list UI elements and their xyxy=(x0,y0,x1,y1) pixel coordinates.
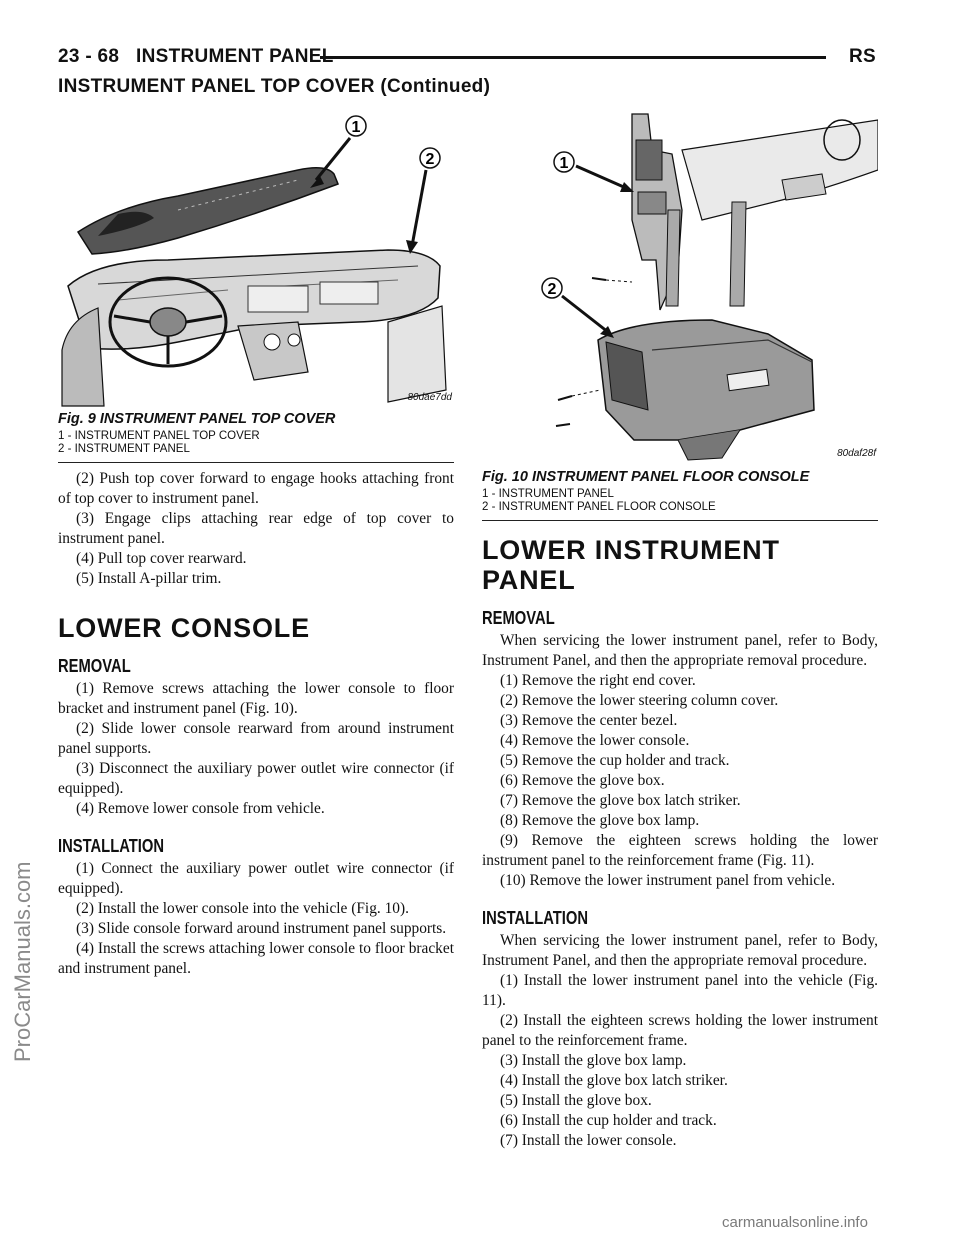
lower-panel-removal-step: (8) Remove the glove box lamp. xyxy=(500,812,700,829)
figure-9-legend-2: 2 - INSTRUMENT PANEL xyxy=(58,443,190,455)
lower-console-removal-step: (3) Disconnect the auxiliary power outlet wire connector (if equipped). xyxy=(58,760,454,797)
lower-panel-removal-step: (3) Remove the center bezel. xyxy=(500,712,678,729)
right-column xyxy=(482,110,878,1151)
continued-title: INSTRUMENT PANEL TOP COVER (Continued) xyxy=(58,76,491,97)
lower-panel-removal-intro: When servicing the lower instrument panel, refer to Body, Instrument Panel, and then the appropriate removal procedure. xyxy=(482,632,878,669)
top-cover-step: (4) Pull top cover rearward. xyxy=(76,550,247,567)
lower-panel-removal-heading: REMOVAL xyxy=(482,608,555,628)
left-column xyxy=(58,110,454,979)
top-cover-step: (2) Push top cover forward to engage hooks attaching front of top cover to instrument panel. xyxy=(58,470,454,507)
lower-panel-installation-step: (4) Install the glove box latch striker. xyxy=(500,1072,728,1089)
lower-console-installation-step: (3) Slide console forward around instrument panel supports. xyxy=(76,920,447,937)
lower-panel-installation-intro: When servicing the lower instrument panel, refer to Body, Instrument Panel, and then the appropriate removal procedure. xyxy=(482,932,878,969)
lower-panel-installation-step: (7) Install the lower console. xyxy=(500,1132,677,1149)
lower-console-installation-step: (2) Install the lower console into the vehicle (Fig. 10). xyxy=(76,900,409,917)
page-number: 23 - 68 xyxy=(58,46,120,67)
lower-panel-installation-heading: INSTALLATION xyxy=(482,908,589,928)
figure-10-title: Fig. 10 INSTRUMENT PANEL FLOOR CONSOLE xyxy=(482,469,810,485)
figure-10-illustration xyxy=(482,110,878,468)
figure-10-legend-2: 2 - INSTRUMENT PANEL FLOOR CONSOLE xyxy=(482,501,716,513)
figure-9-title: Fig. 9 INSTRUMENT PANEL TOP COVER xyxy=(58,411,336,427)
lower-panel-removal-step: (9) Remove the eighteen screws holding the lower instrument panel to the reinforcement frame (Fig. 11). xyxy=(482,832,878,869)
lower-panel-installation-step: (5) Install the glove box. xyxy=(500,1092,652,1109)
lower-panel-removal-step: (10) Remove the lower instrument panel from vehicle. xyxy=(500,872,836,889)
section-title: INSTRUMENT PANEL xyxy=(136,46,334,67)
page-header xyxy=(58,46,876,70)
lower-panel-installation-step: (6) Install the cup holder and track. xyxy=(500,1112,717,1129)
bottom-watermark: carmanualsonline.info xyxy=(722,1214,868,1231)
lower-console-removal-heading: REMOVAL xyxy=(58,656,131,676)
side-watermark: ProCarManuals.com xyxy=(10,861,35,1062)
lower-console-installation-step: (4) Install the screws attaching lower console to floor bracket and instrument panel. xyxy=(58,940,454,977)
lower-console-installation-step: (1) Connect the auxiliary power outlet wire connector (if equipped). xyxy=(58,860,454,897)
callout-2: 2 xyxy=(547,281,557,298)
figure-9-image-code: 80dae7dd xyxy=(407,392,452,403)
figure-10-legend-1: 1 - INSTRUMENT PANEL xyxy=(482,488,614,500)
lower-panel-removal-step: (4) Remove the lower console. xyxy=(500,732,690,749)
lower-panel-installation-step: (1) Install the lower instrument panel into the vehicle (Fig. 11). xyxy=(482,972,878,1009)
header-rule xyxy=(320,56,826,59)
page-number-and-section xyxy=(58,46,334,68)
lower-panel-installation-step: (3) Install the glove box lamp. xyxy=(500,1052,687,1069)
lower-console-removal-step: (4) Remove lower console from vehicle. xyxy=(76,800,325,817)
lower-panel-removal-step: (6) Remove the glove box. xyxy=(500,772,665,789)
figure-9-rule xyxy=(58,462,454,463)
figure-9 xyxy=(58,110,454,463)
callout-1: 1 xyxy=(351,119,361,136)
lower-panel-removal-step: (5) Remove the cup holder and track. xyxy=(500,752,730,769)
top-cover-installation-steps xyxy=(58,469,454,589)
lower-console-title: LOWER CONSOLE xyxy=(58,613,310,643)
figure-10-image-code: 80daf28f xyxy=(837,448,876,459)
callout-1: 1 xyxy=(559,155,569,172)
lower-panel-removal-step: (7) Remove the glove box latch striker. xyxy=(500,792,741,809)
lower-console-removal-step: (2) Slide lower console rearward from around instrument panel supports. xyxy=(58,720,454,757)
top-cover-step: (5) Install A-pillar trim. xyxy=(76,570,222,587)
top-cover-step: (3) Engage clips attaching rear edge of top cover to instrument panel. xyxy=(58,510,454,547)
lower-panel-title: LOWER INSTRUMENT PANEL xyxy=(482,535,780,595)
lower-console-installation-heading: INSTALLATION xyxy=(58,836,165,856)
lower-console-removal-step: (1) Remove screws attaching the lower console to floor bracket and instrument panel (Fig. 10). xyxy=(58,680,454,717)
lower-panel-removal-step: (2) Remove the lower steering column cover. xyxy=(500,692,779,709)
model-code: RS xyxy=(849,46,876,67)
figure-9-legend-1: 1 - INSTRUMENT PANEL TOP COVER xyxy=(58,430,260,442)
figure-10-rule xyxy=(482,520,878,521)
lower-panel-installation-step: (2) Install the eighteen screws holding the lower instrument panel to the reinforcement frame. xyxy=(482,1012,878,1049)
callout-2: 2 xyxy=(425,151,435,168)
figure-9-illustration xyxy=(58,110,454,410)
lower-panel-removal-step: (1) Remove the right end cover. xyxy=(500,672,696,689)
figure-10 xyxy=(482,110,878,521)
